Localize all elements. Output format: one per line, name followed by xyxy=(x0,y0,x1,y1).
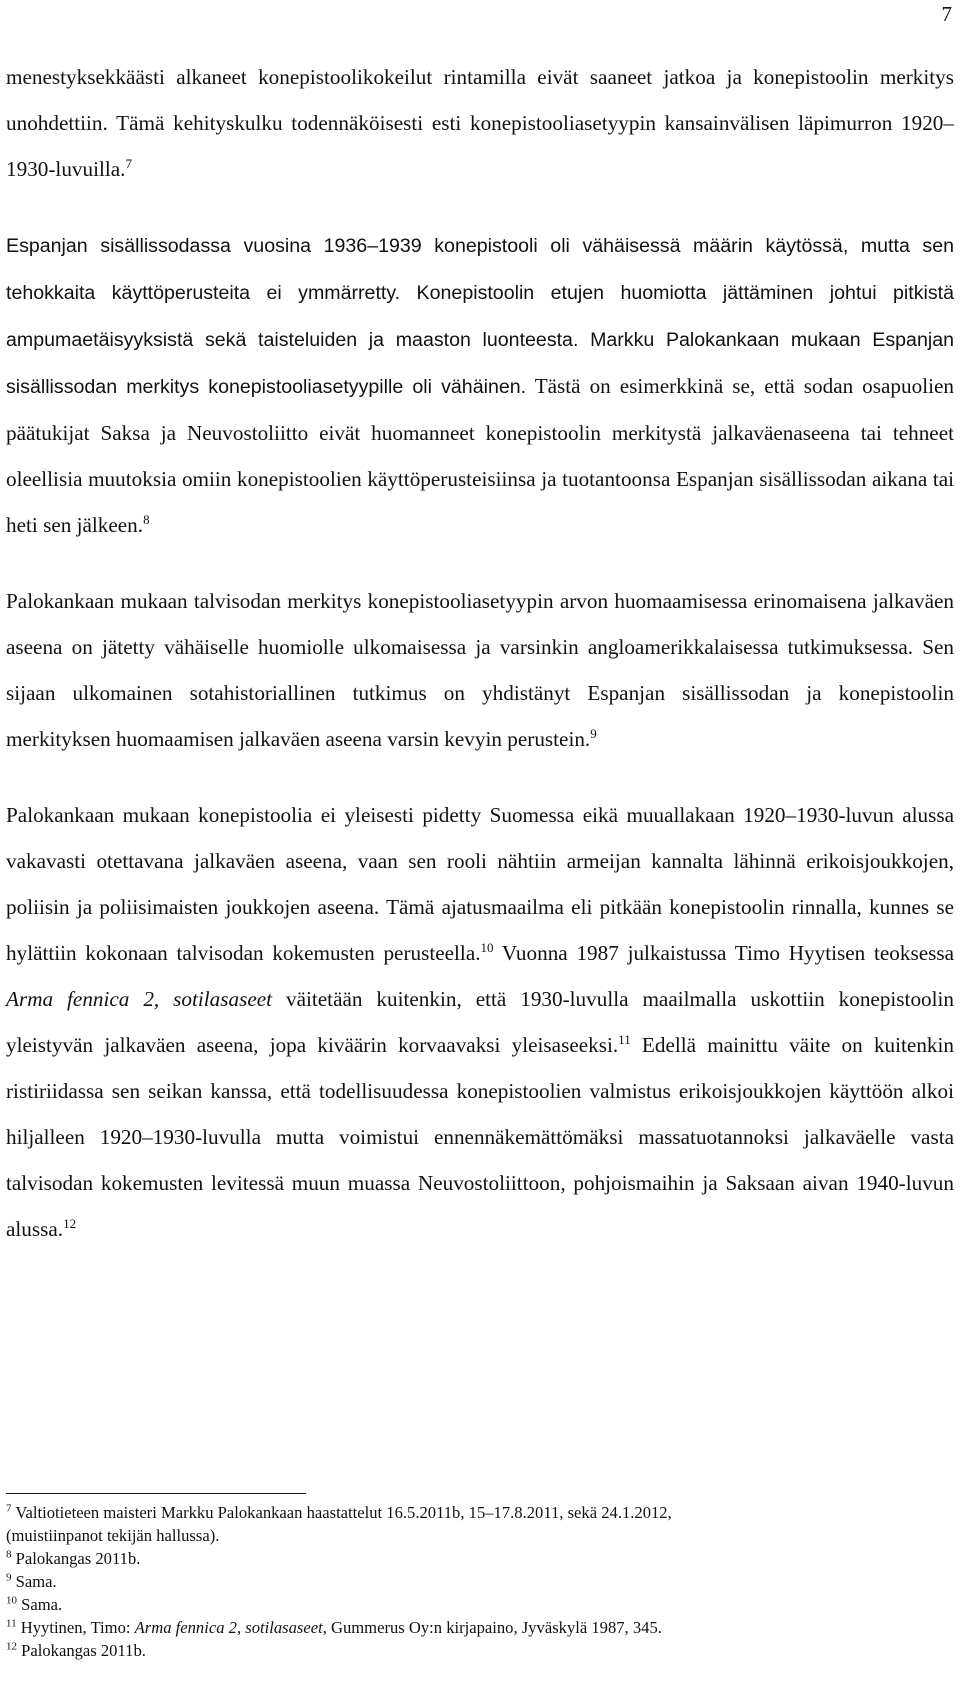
footnote-7-continuation: (muistiinpanot tekijän hallussa). xyxy=(6,1526,220,1545)
footnote-11: $^{11}$ Hyytinen, Timo: Arma fennica 2, sotilasaseet, Gummerus Oy:n kirjapaino, Jyväskylä 1987, 345. xyxy=(6,1617,662,1637)
footnote-8: $^8$ Palokangas 2011b. xyxy=(6,1548,141,1568)
footnote-ref-7[interactable]: 7 xyxy=(125,155,132,171)
paragraph-1: menestyksekkäästi alkaneet konepistoolikokeilut rintamilla eivät saaneet jatkoa ja konepistoolin merkitys unohdettiin. Tämä kehityskulku todennäköisesti esti konepistooliasetyypin kansainvälisen läpimurron 1920–1930-luvuilla.$^7$ xyxy=(6,65,954,181)
page-number: 7 xyxy=(941,2,952,26)
footnote-9: $^9$ Sama. xyxy=(6,1571,57,1591)
footnote-separator xyxy=(6,1493,306,1494)
footnotes xyxy=(6,1501,954,1662)
footnote-ref-10[interactable]: 10 xyxy=(480,939,494,955)
book-title: Arma fennica 2, sotilasaseet xyxy=(6,987,273,1011)
footnote-7: $^7$ Valtiotieteen maisteri Markku Palokankaan haastattelut 16.5.2011b, 15–17.8.2011, sekä 24.1.2012, xyxy=(6,1502,672,1522)
footnote-12: $^{12}$ Palokangas 2011b. xyxy=(6,1640,146,1660)
paragraph-2: Espanjan sisällissodassa vuosina 1936–1939 konepistooli oli vähäisessä määrin käytössä, mutta sen tehokkaita käyttöperusteita ei ymmärretty. Konepistoolin etujen huomiotta jättäminen johtui pitkistä ampumaetäisyyksistä sekä taisteluiden ja maaston luonteesta. Markku Palokankaan mukaan Espanjan sisällissodan merkitys konepistooliasetyypille oli vähäinen. Tästä on esimerkkinä se, että sodan osapuolien päätukijat Saksa ja Neuvostoliitto eivät huomanneet konepistoolin merkitystä jalkaväenaseena tai tehneet oleellisia muutoksia omiin konepistoolien käyttöperusteisiinsa ja tuotantoonsa Espanjan sisällissodan aikana tai heti sen jälkeen.$^8$ xyxy=(6,235,954,537)
footnote-ref-8[interactable]: 8 xyxy=(143,511,150,527)
footnote-ref-12[interactable]: 12 xyxy=(63,1215,77,1231)
body-text xyxy=(6,54,954,1282)
paragraph-3: Palokankaan mukaan talvisodan merkitys konepistooliasetyypin arvon huomaamisessa erinomaisena jalkaväen aseena on jätetty vähäiselle huomiolle ulkomaisessa ja varsinkin angloamerikkalaisessa tutkimuksessa. Sen sijaan ulkomainen sotahistoriallinen tutkimus on yhdistänyt Espanjan sisällissodan ja konepistoolin merkityksen huomaamisen jalkaväen aseena varsin kevyin perustein.$^9$ xyxy=(6,589,954,751)
footnote-ref-11[interactable]: 11 xyxy=(618,1031,631,1047)
footnote-ref-9[interactable]: 9 xyxy=(590,725,597,741)
footnote-10: $^{10}$ Sama. xyxy=(6,1594,63,1614)
paragraph-4: Palokankaan mukaan konepistoolia ei yleisesti pidetty Suomessa eikä muuallakaan 1920–1930-luvun alussa vakavasti otettavana jalkaväen aseena, vaan sen rooli nähtiin armeijan kannalta lähinnä erikoisjoukkojen, poliisin ja poliisimaisten joukkojen aseena. Tämä ajatusmaailma eli pitkään konepistoolin rinnalla, kunnes se hylättiin kokonaan talvisodan kokemusten perusteella.$^{10}$ Vuonna 1987 julkaistussa Timo Hyytisen teoksessa Arma fennica 2, sotilasaseet väitetään kuitenkin, että 1930-luvulla maailmalla uskottiin konepistoolin yleistyvän jalkaväen aseena, jopa kiväärin korvaavaksi yleisaseeksi.$^{11}$ Edellä mainittu väite on kuitenkin ristiriidassa sen seikan kanssa, että todellisuudessa konepistoolien valmistus erikoisjoukkojen käyttöön alkoi hiljalleen 1920–1930-luvulla mutta voimistui ennennäkemättömäksi massatuotannoksi jalkaväelle vasta talvisodan kokemusten levitessä muun muassa Neuvostoliittoon, pohjoismaihin ja Saksaan aivan 1940-luvun alussa.$^{12}$ xyxy=(6,803,954,1241)
